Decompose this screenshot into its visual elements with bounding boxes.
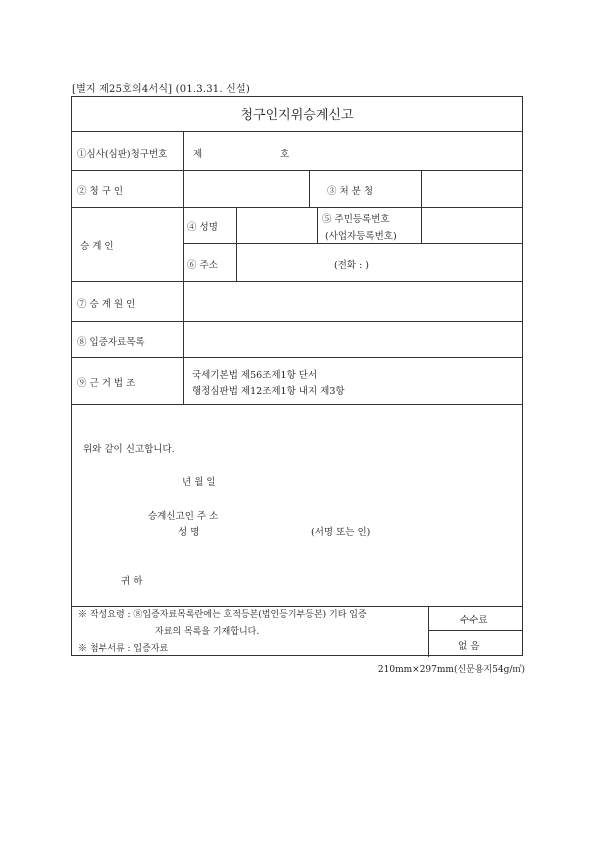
divider (72, 357, 522, 358)
name-label: ④ 성명 (187, 222, 218, 233)
reporter-name-label: 성 명 (178, 527, 200, 538)
legal-basis-label: ⑨ 근 거 법 조 (77, 378, 136, 389)
divider (421, 207, 422, 243)
address-label: ⑥ 주소 (187, 260, 218, 271)
successor-label: 승 계 인 (80, 241, 114, 252)
divider (317, 207, 318, 243)
divider (72, 321, 522, 322)
id-number-label: ⑤ 주민등록번호 (322, 214, 390, 225)
claimant-label: ② 청 구 인 (77, 186, 124, 197)
attachment-note: ※ 첨부서류 : 입증자료 (78, 644, 169, 654)
divider (183, 131, 184, 404)
divider (236, 207, 237, 281)
divider (72, 131, 522, 132)
case-number-suffix: 호 (280, 149, 290, 160)
fee-value: 없 음 (458, 641, 480, 652)
divider (72, 404, 522, 405)
divider (72, 281, 522, 282)
divider (428, 606, 429, 657)
case-number-prefix: 제 (193, 149, 203, 160)
cause-label: ⑦ 승 계 원 인 (77, 299, 136, 310)
divider (184, 243, 522, 244)
evidence-label: ⑧ 입증자료목록 (77, 337, 145, 348)
legal-basis-line1: 국세기본법 제56조제1항 단서 (192, 370, 318, 381)
business-id-label: (사업자등록번호) (325, 231, 397, 242)
divider (72, 207, 522, 208)
declaration-statement: 위와 같이 신고합니다. (83, 444, 175, 455)
office-label: ③ 처 분 청 (327, 186, 374, 197)
legal-basis-line2: 행정심판법 제12조제1항 내지 제3항 (192, 386, 345, 397)
writing-guide-line2: 자료의 목록을 기재합니다. (155, 627, 260, 637)
form-header: [별지 제25호의4서식] (01.3.31. 신설) (72, 84, 250, 95)
declaration-date: 년 월 일 (182, 477, 216, 488)
divider (309, 170, 310, 207)
writing-guide-line1: ※ 작성요령 : ⑧입증자료목록란에는 호적등본(법인등기부등본) 기타 입증 (78, 610, 367, 620)
divider (428, 630, 522, 631)
succession-report-form (71, 96, 523, 656)
phone-label: (전화 : ) (334, 260, 370, 271)
signature-label: (서명 또는 인) (311, 527, 371, 538)
paper-spec: 210mm×297mm(신문용지54g/㎡) (377, 665, 525, 675)
form-title: 청구인지위승계신고 (240, 108, 354, 123)
divider (72, 170, 522, 171)
addressee-label: 귀 하 (121, 576, 143, 587)
divider (421, 170, 422, 207)
case-number-label: ①심사(심판)청구번호 (77, 149, 168, 160)
reporter-address-label: 승계신고인 주 소 (148, 511, 219, 522)
fee-label: 수수료 (460, 615, 488, 626)
